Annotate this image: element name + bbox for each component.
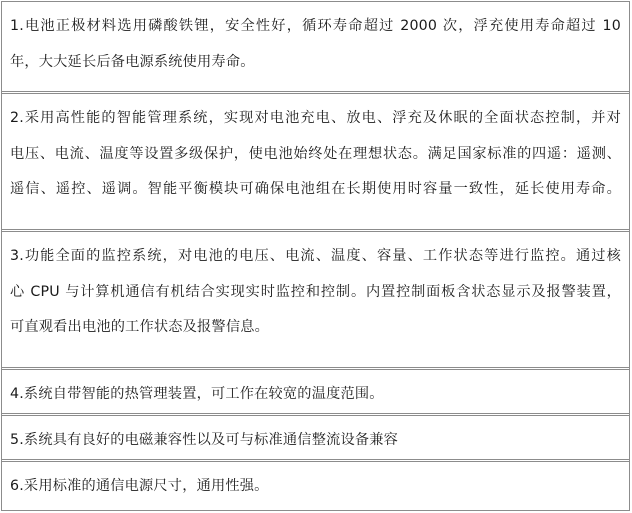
feature-2-line-3: 遥信、遥控、遥调。智能平衡模块可确保电池组在长期使用时容量一致性，延长使用寿命。: [10, 181, 621, 197]
feature-3-line-3: 可直观看出电池的工作状态及报警信息。: [10, 319, 269, 335]
feature-2-line-1: 2.采用高性能的智能管理系统，实现对电池充电、放电、浮充及休眠的全面状态控制，并对: [10, 110, 621, 126]
feature-2-line-2: 电压、电流、温度等设置多级保护，使电池始终处在理想状态。满足国家标准的四遥：遥测、: [10, 145, 621, 162]
feature-row-4: [2, 370, 629, 416]
feature-6-line-1: 6.采用标准的通信电源尺寸，通用性强。: [10, 478, 269, 494]
feature-row-3: [2, 232, 629, 370]
feature-3-line-1: 3.功能全面的监控系统，对电池的电压、电流、温度、容量、工作状态等进行监控。通过核: [10, 248, 621, 264]
feature-row-5: [2, 416, 629, 462]
feature-1-line-2: 年，大大延长后备电源系统使用寿命。: [10, 53, 255, 70]
feature-row-6: [2, 462, 629, 510]
feature-3-line-2: 心 CPU 与计算机通信有机结合实现实时监控和控制。内置控制面板含状态显示及报警装置，: [10, 283, 621, 300]
feature-row-1: [2, 2, 629, 94]
feature-row-2: [2, 94, 629, 232]
feature-4-line-1: 4.系统自带智能的热管理装置，可工作在较宽的温度范围。: [10, 386, 384, 402]
features-table: [1, 1, 630, 511]
feature-1-line-1: 1.电池正极材料选用磷酸铁锂，安全性好，循环寿命超过 2000 次，浮充使用寿命超过 10: [10, 18, 621, 34]
feature-5-line-1: 5.系统具有良好的电磁兼容性以及可与标准通信整流设备兼容: [10, 432, 399, 448]
